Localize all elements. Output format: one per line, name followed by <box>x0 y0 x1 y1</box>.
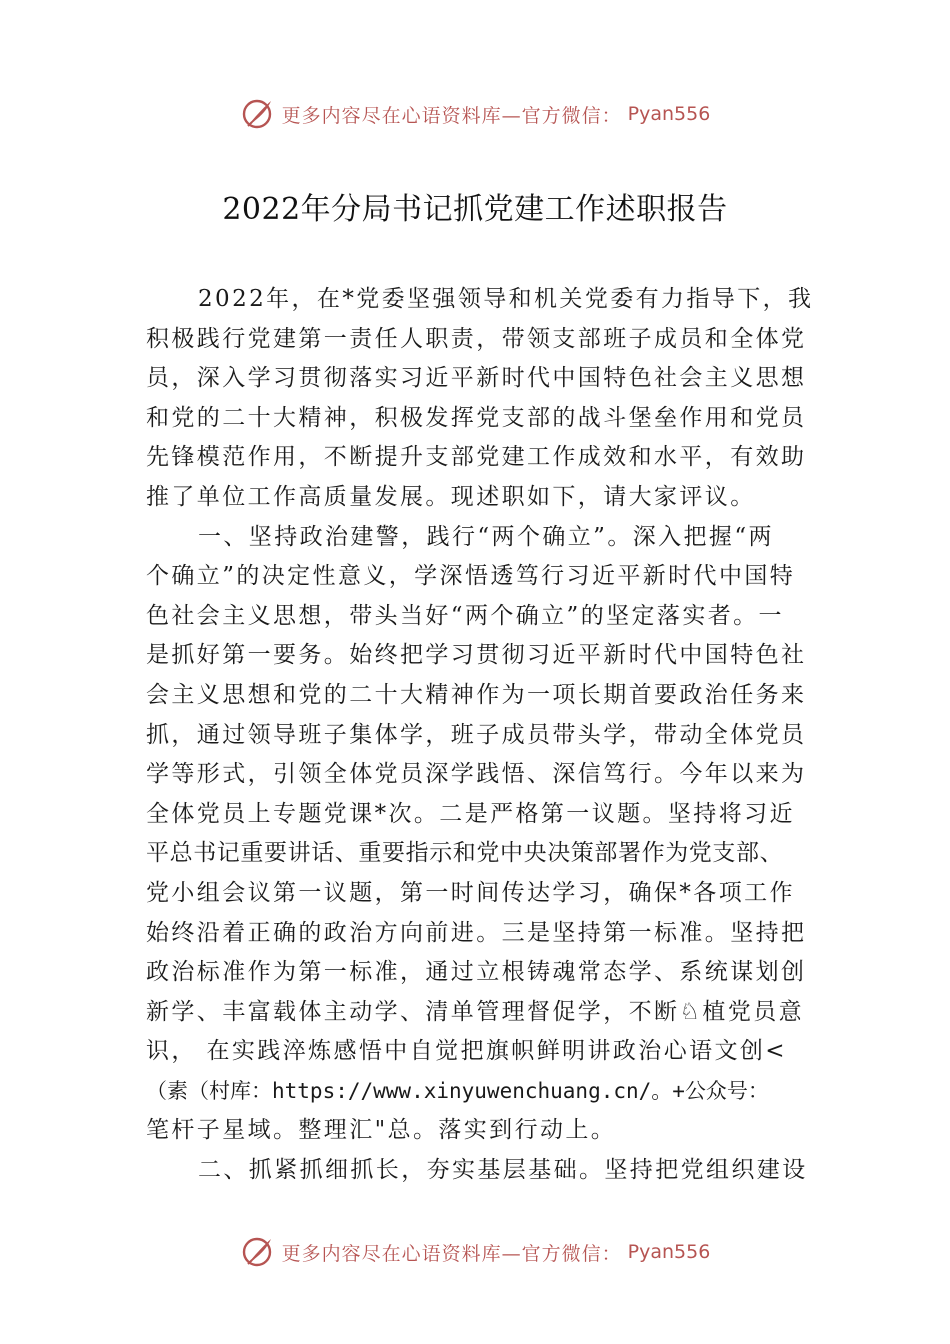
body-line-url: （素（村库：https://www.xinyuwenchuang.cn/。+公众号： <box>146 1078 769 1103</box>
header-watermark <box>0 94 950 134</box>
body-line: 推了单位工作高质量发展。现述职如下，请大家评议。 <box>146 483 756 510</box>
quill-pen-logo-icon <box>240 96 276 132</box>
body-line: 员，深入学习贯彻落实习近平新时代中国特色社会主义思想 <box>146 365 807 392</box>
body-line: 先锋模范作用，不断提升支部党建工作成效和水平，有效助 <box>146 444 807 471</box>
document-body <box>146 280 816 1191</box>
watermark-wechat-id: Pyan556 <box>627 103 711 125</box>
body-line: 政治标准作为第一标准，通过立根铸魂常态学、系统谋划创 <box>146 959 807 986</box>
footer-watermark <box>0 1232 950 1272</box>
body-line: 始终沿着正确的政治方向前进。三是坚持第一标准。坚持把 <box>146 919 807 946</box>
body-line: 识， 在实践淬炼感悟中自觉把旗帜鲜明讲政治心语文创< <box>146 1038 787 1065</box>
body-line: 平总书记重要讲话、重要指示和党中央决策部署作为党支部、 <box>146 840 784 867</box>
body-line: 是抓好第一要务。始终把学习贯彻习近平新时代中国特色社 <box>146 642 807 669</box>
watermark-text: 更多内容尽在心语资料库—官方微信： <box>281 104 622 127</box>
watermark-text: 更多内容尽在心语资料库—官方微信： <box>281 1242 622 1265</box>
body-line: 笔杆子星域。整理汇"总。落实到行动上。 <box>146 1117 617 1144</box>
body-line: 党小组会议第一议题，第一时间传达学习，确保*各项工作 <box>146 879 795 906</box>
document-title: 2022年分局书记抓党建工作述职报告 <box>222 192 728 227</box>
body-line: 新学、丰富载体主动学、清单管理督促学，不断♘植党员意 <box>146 998 805 1025</box>
body-line: 色社会主义思想，带头当好“两个确立”的坚定落实者。一 <box>146 602 784 629</box>
quill-pen-logo-icon <box>240 1234 276 1270</box>
body-line: 会主义思想和党的二十大精神作为一项长期首要政治任务来 <box>146 681 807 708</box>
body-line: 和党的二十大精神，积极发挥党支部的战斗堡垒作用和党员 <box>146 404 807 431</box>
body-line: 二、抓紧抓细抓长，夯实基层基础。坚持把党组织建设 <box>198 1157 808 1184</box>
body-line: 一、坚持政治建警，践行“两个确立”。深入把握“两 <box>198 523 774 550</box>
body-line: 学等形式，引领全体党员深学践悟、深信笃行。今年以来为 <box>146 761 807 788</box>
body-line: 2022年，在*党委坚强领导和机关党委有力指导下，我 <box>198 286 814 312</box>
body-line: 积极践行党建第一责任人职责，带领支部班子成员和全体党 <box>146 325 807 352</box>
body-line: 全体党员上专题党课*次。二是严格第一议题。坚持将习近 <box>146 800 795 827</box>
watermark-wechat-id: Pyan556 <box>627 1241 711 1263</box>
body-line: 抓，通过领导班子集体学，班子成员带头学，带动全体党员 <box>146 721 807 748</box>
body-line: 个确立”的决定性意义，学深悟透笃行习近平新时代中国特 <box>146 563 796 590</box>
